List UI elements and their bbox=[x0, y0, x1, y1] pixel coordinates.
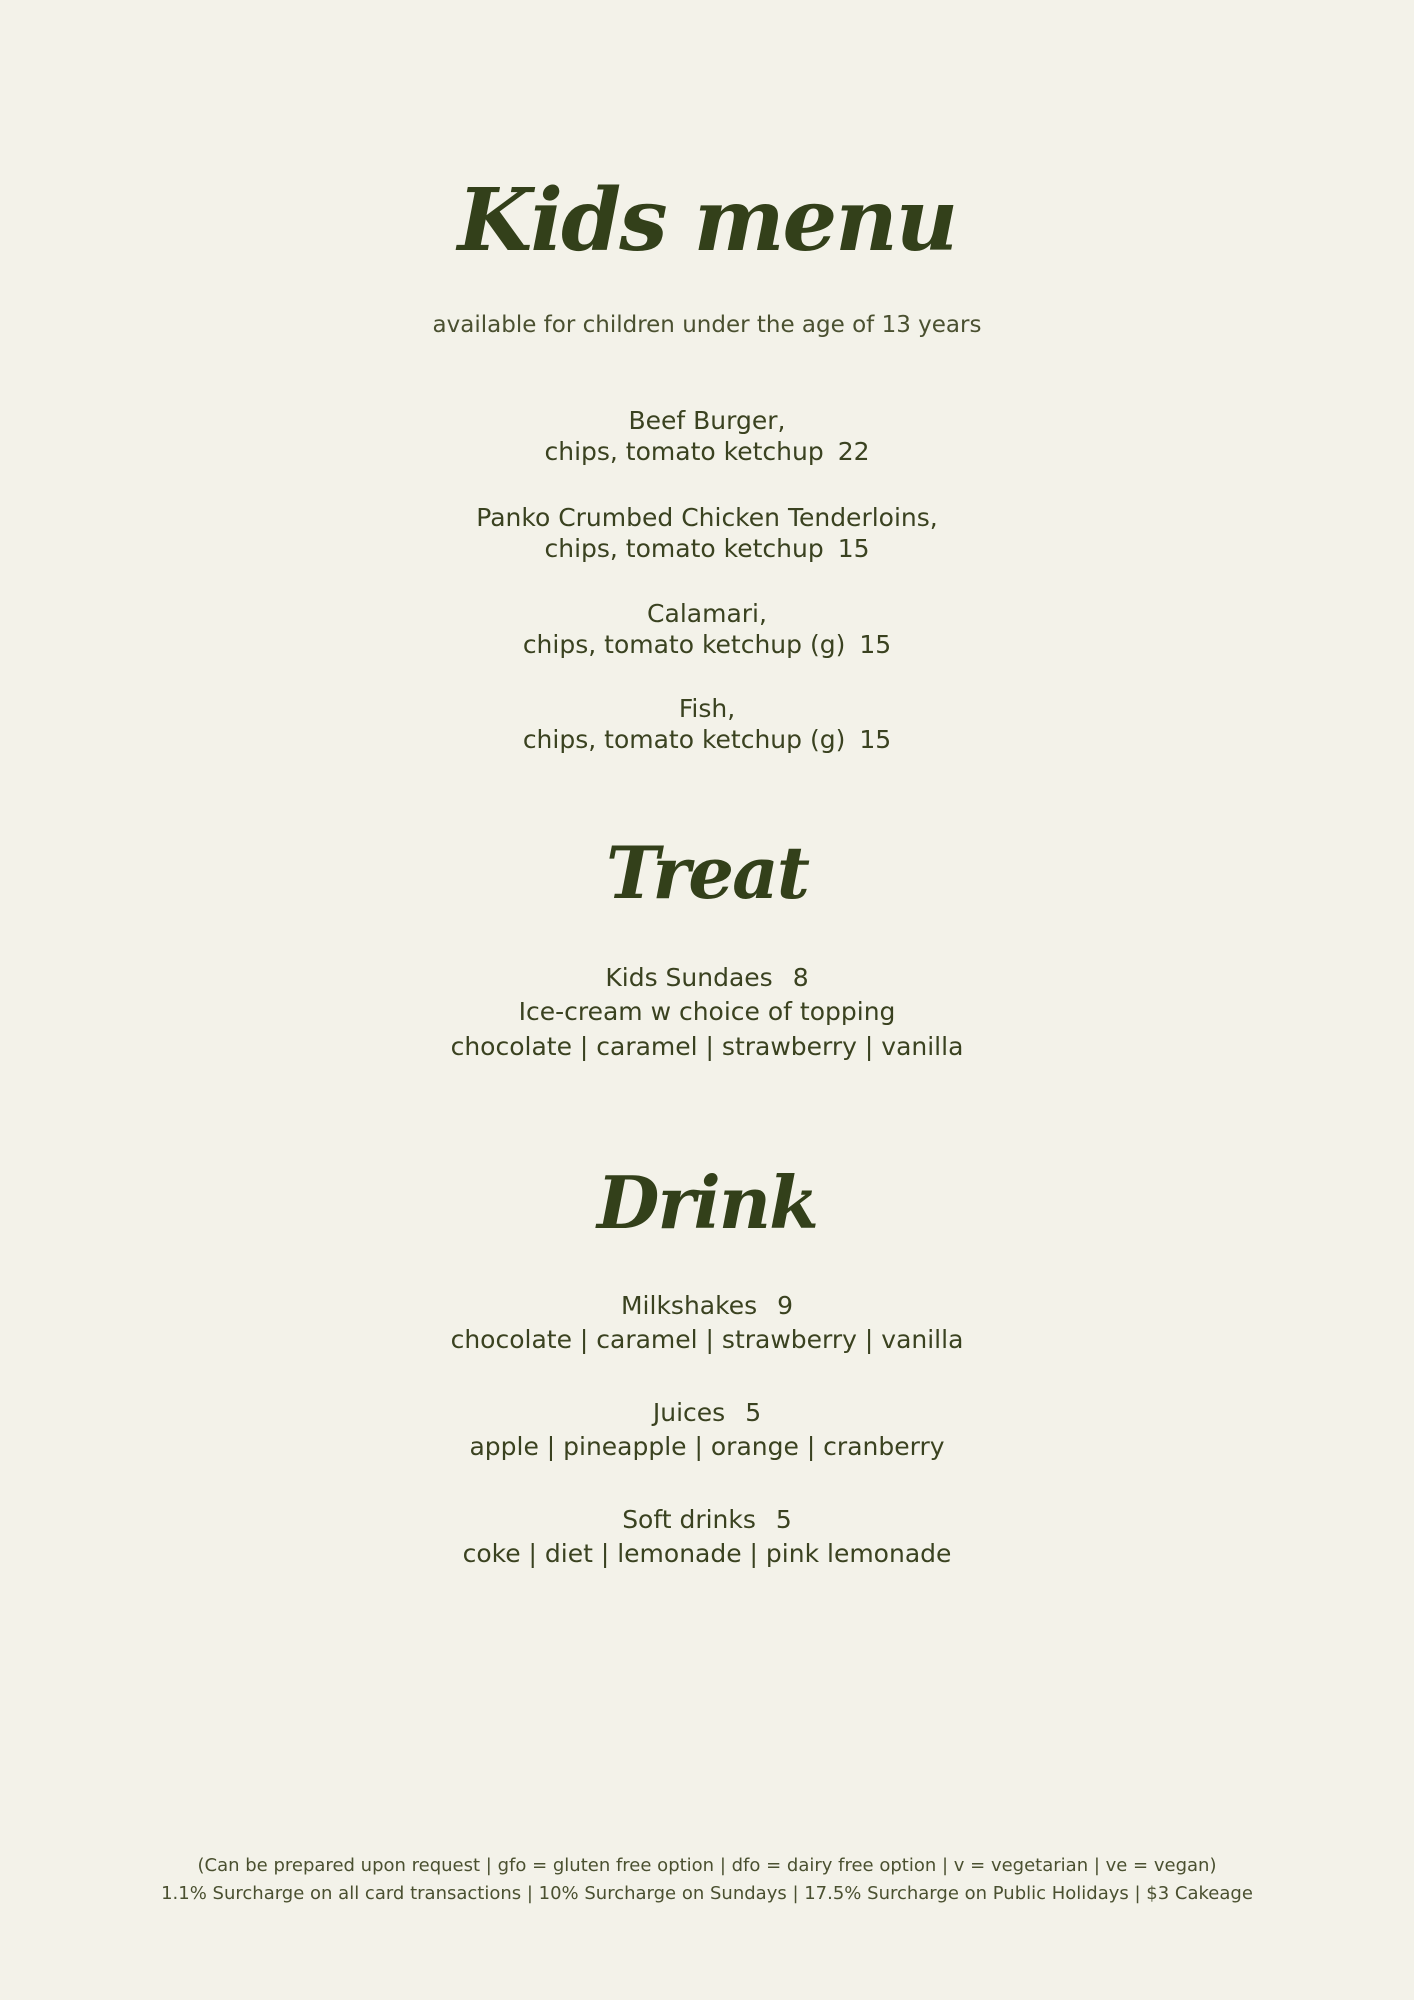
item-description: chips, tomato ketchup (g) bbox=[522, 725, 846, 754]
item-description: chips, tomato ketchup bbox=[544, 437, 824, 466]
item-name: Beef Burger, bbox=[628, 406, 786, 435]
item-price: 5 bbox=[775, 1505, 792, 1534]
menu-item bbox=[0, 405, 1414, 467]
treat-item bbox=[0, 962, 1414, 1064]
drink-options: coke | diet | lemonade | pink lemonade bbox=[462, 1539, 952, 1568]
item-name: Kids Sundaes bbox=[605, 963, 773, 992]
treat-heading: Treat bbox=[606, 830, 808, 915]
item-price: 5 bbox=[745, 1398, 762, 1427]
footer-notes bbox=[0, 1852, 1414, 1908]
item-name: Milkshakes bbox=[620, 1291, 758, 1320]
item-name: Soft drinks bbox=[622, 1505, 756, 1534]
item-price: 15 bbox=[859, 725, 892, 754]
topping-options: chocolate | caramel | strawberry | vanilla bbox=[450, 1032, 964, 1061]
drink-item bbox=[0, 1290, 1414, 1358]
drink-options: chocolate | caramel | strawberry | vanilla bbox=[450, 1325, 964, 1354]
item-description: chips, tomato ketchup bbox=[544, 534, 824, 563]
item-name: Panko Crumbed Chicken Tenderloins, bbox=[476, 503, 938, 532]
dietary-legend: (Can be prepared upon request | gfo = gluten free option | dfo = dairy free option | v = vegetarian | ve = vegan) bbox=[197, 1855, 1217, 1876]
item-price: 8 bbox=[792, 963, 809, 992]
drink-item bbox=[0, 1397, 1414, 1465]
menu-item bbox=[0, 502, 1414, 564]
menu-item bbox=[0, 693, 1414, 755]
surcharge-notice: 1.1% Surcharge on all card transactions | 10% Surcharge on Sundays | 17.5% Surcharge on Public Holidays | $3 Cakeage bbox=[161, 1883, 1253, 1904]
item-price: 15 bbox=[837, 534, 870, 563]
page-title: Kids menu bbox=[457, 170, 957, 271]
item-price: 15 bbox=[859, 630, 892, 659]
item-price: 9 bbox=[777, 1291, 794, 1320]
item-description: Ice-cream w choice of topping bbox=[518, 997, 896, 1026]
page-subtitle: available for children under the age of 13 years bbox=[432, 312, 982, 338]
item-name: Calamari, bbox=[647, 599, 767, 628]
item-name: Fish, bbox=[678, 694, 736, 723]
item-price: 22 bbox=[837, 437, 870, 466]
item-name: Juices bbox=[652, 1398, 726, 1427]
item-description: chips, tomato ketchup (g) bbox=[522, 630, 846, 659]
menu-item bbox=[0, 598, 1414, 660]
drink-item bbox=[0, 1504, 1414, 1572]
drink-options: apple | pineapple | orange | cranberry bbox=[469, 1432, 945, 1461]
drink-heading: Drink bbox=[597, 1160, 817, 1245]
